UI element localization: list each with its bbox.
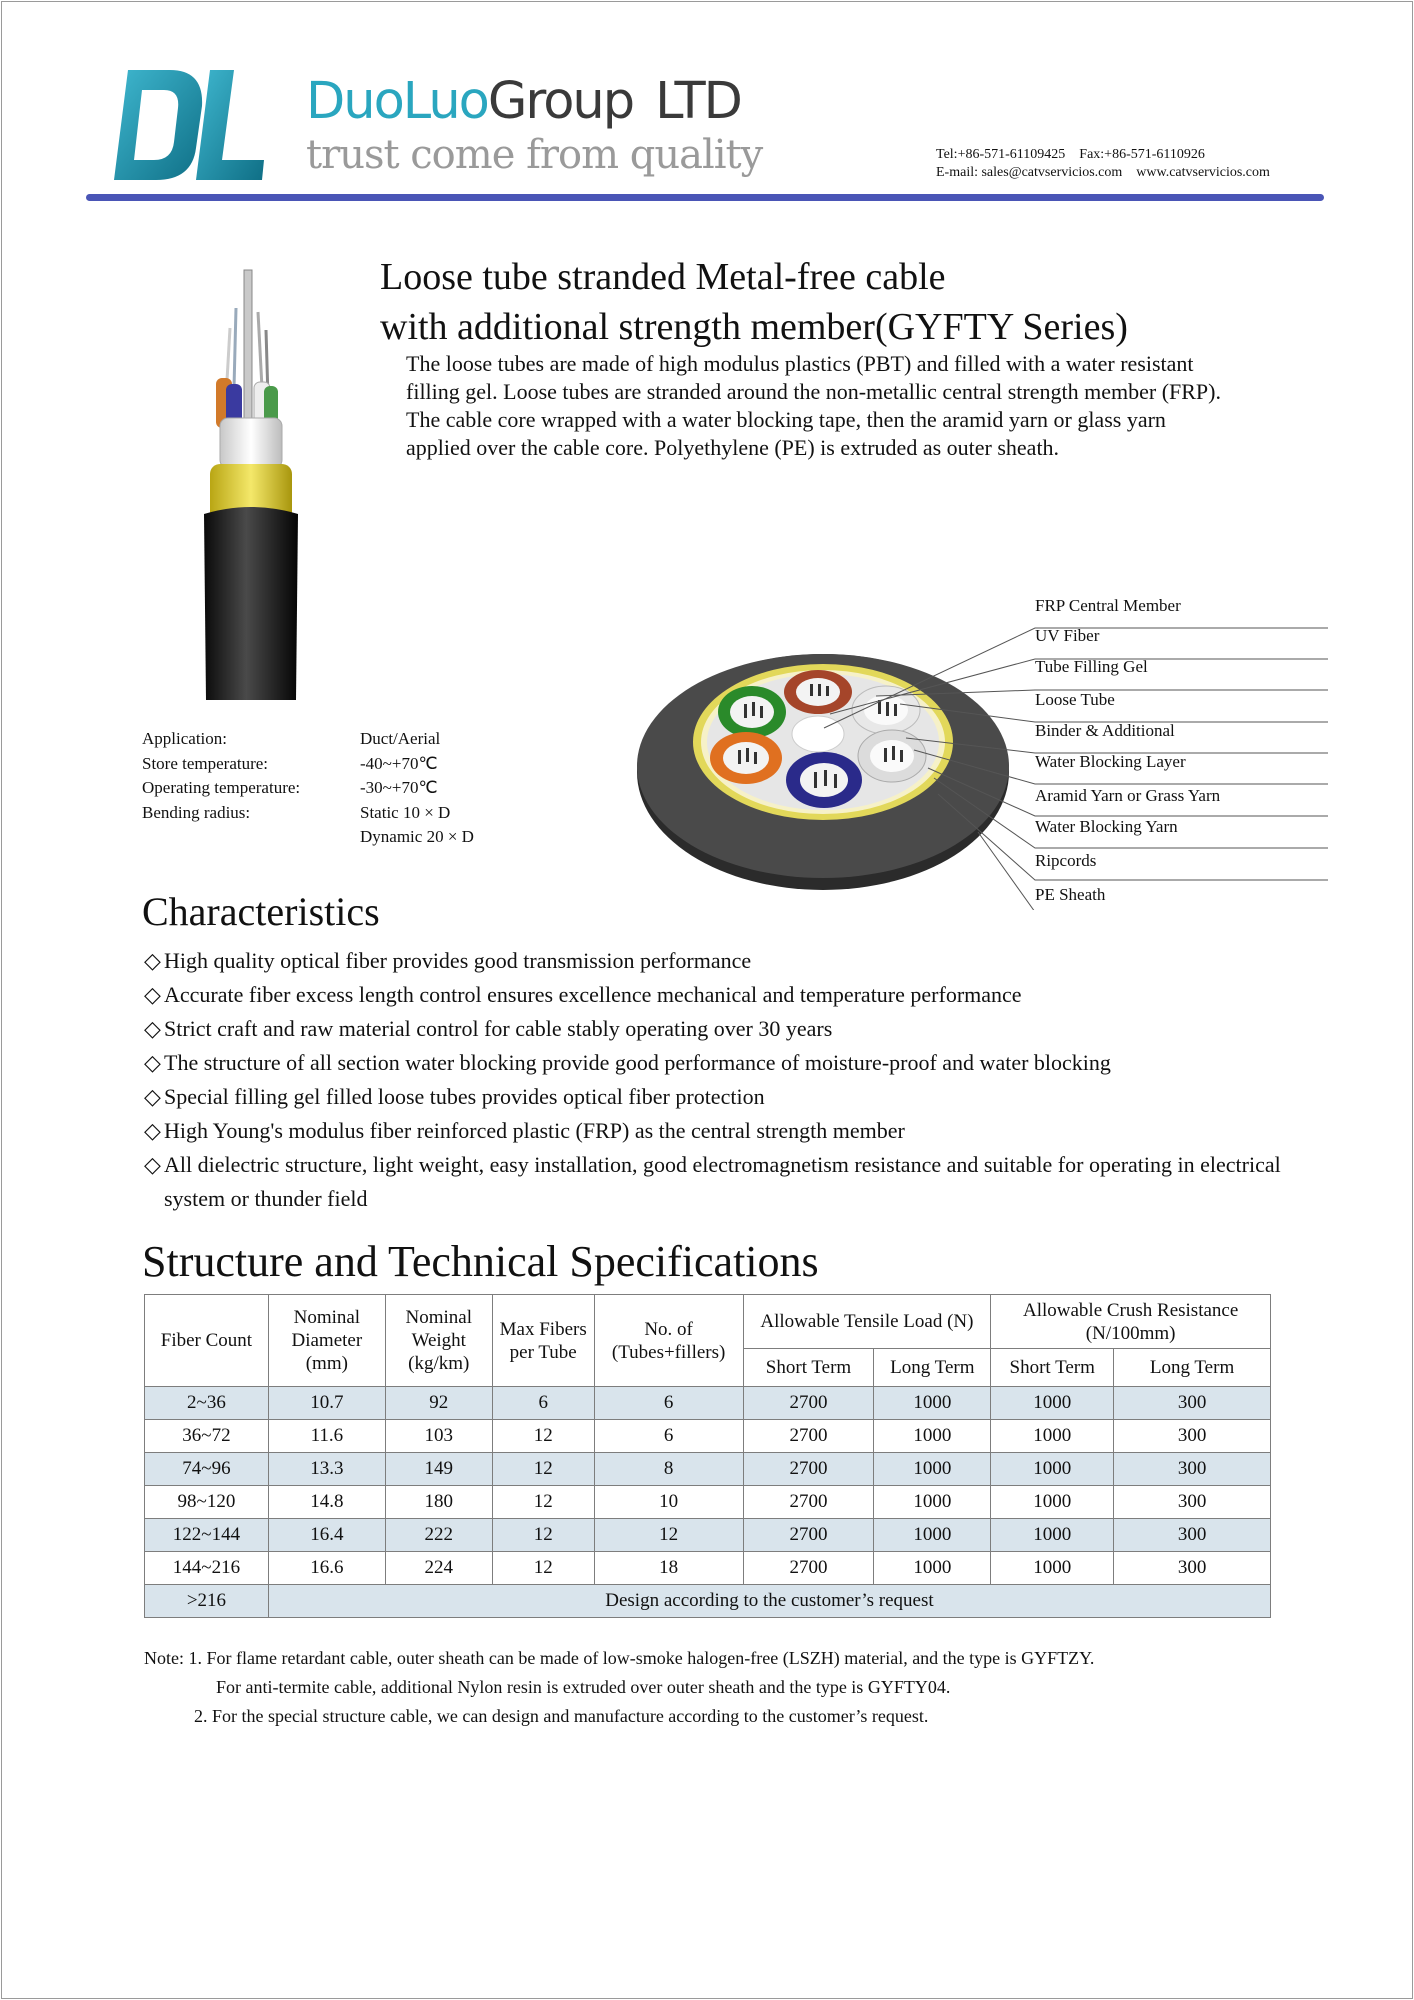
list-item: ◇ Strict craft and raw material control for cable stably operating over 30 years bbox=[144, 1012, 1294, 1046]
table-cell: 2700 bbox=[743, 1420, 874, 1453]
label-loose-tube: Loose Tube bbox=[1035, 690, 1115, 709]
info-value: Static 10 × D bbox=[360, 802, 451, 822]
company-name bbox=[306, 72, 741, 131]
info-row bbox=[142, 801, 474, 826]
table-cell: 10 bbox=[594, 1486, 743, 1519]
table-row bbox=[145, 1519, 1271, 1552]
table-cell: 10.7 bbox=[268, 1387, 385, 1420]
brand-duoluo: DuoLuo bbox=[306, 72, 488, 131]
table-cell: 1000 bbox=[874, 1387, 991, 1420]
characteristics-heading: Characteristics bbox=[142, 889, 380, 934]
note-line-1: Note: 1. For flame retardant cable, outer sheath can be made of low-smoke halogen-free (LSZH) material, and the type is GYFTZY. bbox=[144, 1648, 1095, 1668]
table-cell: 13.3 bbox=[268, 1453, 385, 1486]
table-cell: 92 bbox=[385, 1387, 492, 1420]
table-row bbox=[145, 1387, 1271, 1420]
list-item: ◇ All dielectric structure, light weight, easy installation, good electromagnetism resistance and suitable for operating in electrical system or thunder field bbox=[144, 1148, 1294, 1216]
tagline: trust come from quality bbox=[306, 132, 763, 178]
email-link[interactable]: E-mail: sales@catvservicios.com bbox=[936, 165, 1123, 180]
table-cell: 300 bbox=[1114, 1453, 1271, 1486]
table-cell: 74~96 bbox=[145, 1453, 269, 1486]
table-row bbox=[145, 1420, 1271, 1453]
table-cell: 1000 bbox=[991, 1453, 1114, 1486]
table-cell: 2~36 bbox=[145, 1387, 269, 1420]
table-cell: 103 bbox=[385, 1420, 492, 1453]
table-row bbox=[145, 1453, 1271, 1486]
col-crush-short: Short Term bbox=[991, 1349, 1114, 1387]
table-cell: 2700 bbox=[743, 1453, 874, 1486]
table-cell: 300 bbox=[1114, 1552, 1271, 1585]
table-cell: 16.4 bbox=[268, 1519, 385, 1552]
table-cell: >216 bbox=[145, 1585, 269, 1618]
info-row bbox=[142, 752, 474, 777]
list-item: ◇ High quality optical fiber provides good transmission performance bbox=[144, 944, 1294, 978]
table-cell: 1000 bbox=[991, 1387, 1114, 1420]
list-item: ◇ Special filling gel filled loose tubes provides optical fiber protection bbox=[144, 1080, 1294, 1114]
table-cell: 6 bbox=[594, 1387, 743, 1420]
info-label bbox=[142, 825, 360, 850]
table-cell: 1000 bbox=[991, 1420, 1114, 1453]
label-uv-fiber: UV Fiber bbox=[1035, 626, 1100, 645]
label-tube-filling-gel: Tube Filling Gel bbox=[1035, 657, 1148, 676]
label-binder: Binder & Additional bbox=[1035, 721, 1175, 740]
table-cell: 1000 bbox=[874, 1486, 991, 1519]
info-label: Operating temperature: bbox=[142, 778, 301, 797]
table-cell: 300 bbox=[1114, 1387, 1271, 1420]
table-cell: 6 bbox=[594, 1420, 743, 1453]
table-cell: 98~120 bbox=[145, 1486, 269, 1519]
table-cell: 12 bbox=[492, 1486, 594, 1519]
info-label: Bending radius: bbox=[142, 802, 251, 822]
info-label: Store temperature: bbox=[142, 753, 269, 773]
table-cell: 149 bbox=[385, 1453, 492, 1486]
table-cell: 1000 bbox=[874, 1552, 991, 1585]
table-row-custom bbox=[145, 1585, 1271, 1618]
table-cell: 6 bbox=[492, 1387, 594, 1420]
label-frp-central-member: FRP Central Member bbox=[1035, 596, 1181, 615]
info-row bbox=[142, 727, 474, 752]
label-water-blocking-yarn: Water Blocking Yarn bbox=[1035, 817, 1178, 836]
info-label: Application: bbox=[142, 729, 227, 748]
table-cell: 12 bbox=[492, 1453, 594, 1486]
table-cell: 1000 bbox=[874, 1420, 991, 1453]
col-crush-resistance: Allowable Crush Resistance (N/100mm) bbox=[991, 1295, 1271, 1349]
list-item: ◇ Accurate fiber excess length control ensures excellence mechanical and temperature performance bbox=[144, 978, 1294, 1012]
table-cell: 11.6 bbox=[268, 1420, 385, 1453]
table-cell: 18 bbox=[594, 1552, 743, 1585]
note-line-3: 2. For the special structure cable, we can design and manufacture according to the customer’s request. bbox=[194, 1706, 929, 1726]
col-nominal-diameter: Nominal Diameter (mm) bbox=[268, 1295, 385, 1387]
table-cell: 16.6 bbox=[268, 1552, 385, 1585]
fax: Fax:+86-571-6110926 bbox=[1079, 147, 1205, 162]
table-cell: 144~216 bbox=[145, 1552, 269, 1585]
table-cell: 1000 bbox=[874, 1519, 991, 1552]
title-line-2: with additional strength member(GYFTY Series) bbox=[380, 306, 1128, 348]
list-item: ◇ High Young's modulus fiber reinforced plastic (FRP) as the central strength member bbox=[144, 1114, 1294, 1148]
col-crush-long: Long Term bbox=[1114, 1349, 1271, 1387]
table-cell: 300 bbox=[1114, 1486, 1271, 1519]
label-pe-sheath: PE Sheath bbox=[1035, 885, 1106, 904]
table-cell: 8 bbox=[594, 1453, 743, 1486]
title-line-1: Loose tube stranded Metal-free cable bbox=[380, 256, 946, 298]
info-row bbox=[142, 776, 474, 801]
notes bbox=[144, 1644, 1094, 1731]
table-cell: 180 bbox=[385, 1486, 492, 1519]
table-cell: 36~72 bbox=[145, 1420, 269, 1453]
table-cell: 12 bbox=[492, 1420, 594, 1453]
col-fiber-count: Fiber Count bbox=[145, 1295, 269, 1387]
brand-ltd: LTD bbox=[655, 72, 741, 131]
table-cell: 1000 bbox=[991, 1519, 1114, 1552]
col-max-fibers: Max Fibers per Tube bbox=[492, 1295, 594, 1387]
characteristics-list bbox=[144, 944, 1294, 1216]
col-tensile-load: Allowable Tensile Load (N) bbox=[743, 1295, 991, 1349]
list-item: ◇ The structure of all section water blocking provide good performance of moisture-proof and water blocking bbox=[144, 1046, 1294, 1080]
table-cell: 12 bbox=[492, 1519, 594, 1552]
table-cell: 122~144 bbox=[145, 1519, 269, 1552]
label-ripcords: Ripcords bbox=[1035, 851, 1097, 870]
info-value: -40~+70℃ bbox=[360, 753, 438, 773]
table-row bbox=[145, 1486, 1271, 1519]
table-cell: 2700 bbox=[743, 1519, 874, 1552]
table-cell: 224 bbox=[385, 1552, 492, 1585]
application-info bbox=[142, 727, 474, 850]
table-cell: 300 bbox=[1114, 1519, 1271, 1552]
specifications-heading: Structure and Technical Specifications bbox=[142, 1237, 819, 1286]
telephone: Tel:+86-571-61109425 bbox=[936, 147, 1066, 162]
product-title bbox=[380, 252, 1128, 352]
brand-group: Group bbox=[487, 72, 634, 131]
table-cell: 300 bbox=[1114, 1420, 1271, 1453]
contact-info bbox=[936, 146, 1270, 182]
company-logo bbox=[112, 62, 272, 194]
table-cell: 1000 bbox=[991, 1486, 1114, 1519]
table-cell: 12 bbox=[492, 1552, 594, 1585]
info-value: Duct/Aerial bbox=[360, 729, 441, 748]
cable-cross-section-diagram bbox=[628, 600, 1328, 910]
table-cell: Design according to the customer’s request bbox=[268, 1585, 1270, 1618]
table-cell: 2700 bbox=[743, 1552, 874, 1585]
header-divider bbox=[86, 194, 1324, 201]
table-row bbox=[145, 1552, 1271, 1585]
table-cell: 1000 bbox=[874, 1453, 991, 1486]
cable-product-image bbox=[196, 268, 306, 700]
note-line-2: For anti-termite cable, additional Nylon resin is extruded over outer sheath and the type is GYFTY04. bbox=[216, 1677, 951, 1697]
product-description: The loose tubes are made of high modulus plastics (PBT) and filled with a water resistant filling gel. Loose tubes are stranded around the non-metallic central strength member (FRP). The cable core wrapped with a water blocking tape, then the aramid yarn or glass yarn applied over the cable core. Polyethylene (PE) is extruded as outer sheath. bbox=[406, 351, 1221, 460]
label-aramid-yarn: Aramid Yarn or Grass Yarn bbox=[1035, 786, 1221, 805]
info-value: -30~+70℃ bbox=[360, 778, 438, 797]
specifications-table bbox=[144, 1294, 1271, 1618]
table-cell: 2700 bbox=[743, 1486, 874, 1519]
col-tensile-short: Short Term bbox=[743, 1349, 874, 1387]
table-cell: 2700 bbox=[743, 1387, 874, 1420]
col-tubes-fillers: No. of (Tubes+fillers) bbox=[594, 1295, 743, 1387]
info-value: Dynamic 20 × D bbox=[360, 827, 474, 846]
table-cell: 14.8 bbox=[268, 1486, 385, 1519]
website-link[interactable]: www.catvservicios.com bbox=[1136, 165, 1270, 180]
table-cell: 12 bbox=[594, 1519, 743, 1552]
label-water-blocking-layer: Water Blocking Layer bbox=[1035, 752, 1186, 771]
col-nominal-weight: Nominal Weight (kg/km) bbox=[385, 1295, 492, 1387]
table-cell: 222 bbox=[385, 1519, 492, 1552]
table-cell: 1000 bbox=[991, 1552, 1114, 1585]
col-tensile-long: Long Term bbox=[874, 1349, 991, 1387]
info-row bbox=[142, 825, 474, 850]
